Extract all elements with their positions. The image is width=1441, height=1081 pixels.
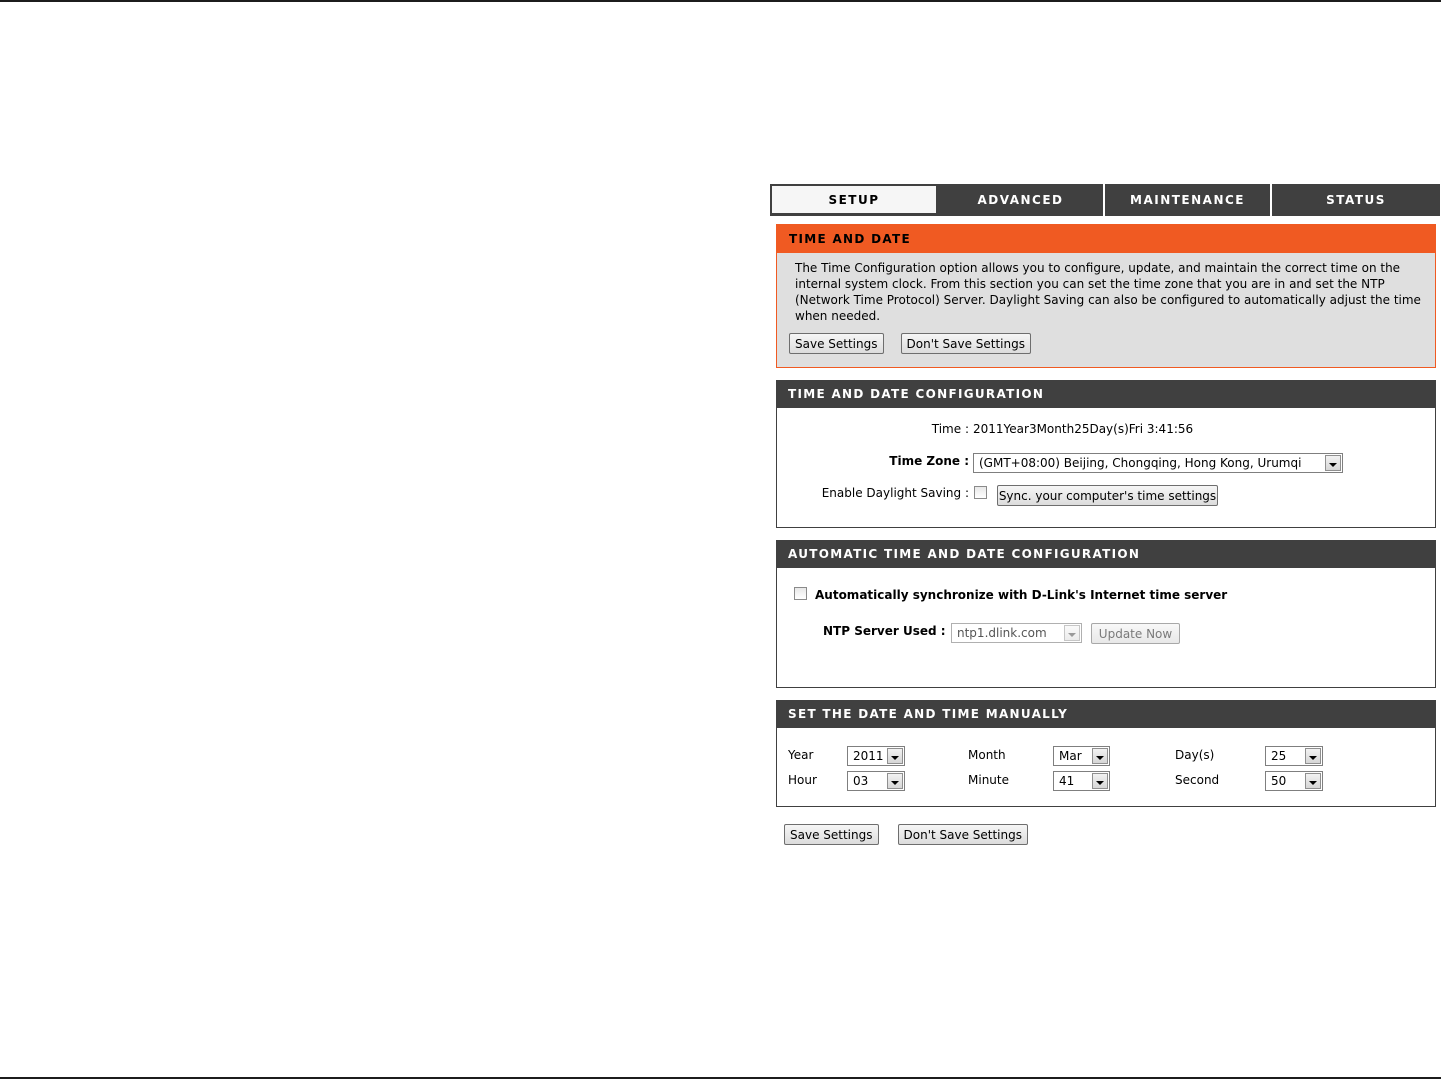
- dont-save-settings-button-bottom[interactable]: Don't Save Settings: [898, 824, 1029, 845]
- daylight-saving-label: Enable Daylight Saving :: [821, 486, 969, 500]
- chevron-down-icon: [1325, 455, 1341, 471]
- update-now-button[interactable]: Update Now: [1091, 623, 1180, 644]
- top-rule: [0, 0, 1441, 2]
- hour-value: 03: [853, 774, 869, 788]
- tab-status[interactable]: STATUS: [1272, 184, 1440, 216]
- manual-time-panel: [776, 700, 1436, 807]
- timezone-value: (GMT+08:00) Beijing, Chongqing, Hong Kong, Urumqi: [979, 456, 1302, 470]
- year-select[interactable]: [847, 746, 905, 766]
- time-label: Time :: [931, 422, 969, 436]
- auto-body: [776, 568, 1436, 688]
- chevron-down-icon: [1092, 773, 1108, 789]
- timezone-select[interactable]: [973, 453, 1343, 473]
- auto-title: AUTOMATIC TIME AND DATE CONFIGURATION: [776, 540, 1436, 568]
- intro-button-row: [789, 333, 1031, 354]
- month-label: Month: [968, 748, 1006, 762]
- tab-advanced[interactable]: ADVANCED: [938, 184, 1105, 216]
- time-and-date-intro-panel: [776, 224, 1436, 368]
- dont-save-settings-button-top[interactable]: Don't Save Settings: [901, 333, 1032, 354]
- current-time-value: 2011Year3Month25Day(s)Fri 3:41:56: [973, 422, 1194, 436]
- second-select[interactable]: [1265, 771, 1323, 791]
- time-date-config-panel: [776, 380, 1436, 528]
- tab-maintenance[interactable]: MAINTENANCE: [1105, 184, 1272, 216]
- manual-body: [776, 728, 1436, 807]
- sync-computer-time-button[interactable]: Sync. your computer's time settings: [997, 485, 1218, 506]
- intro-description: The Time Configuration option allows you to configure, update, and maintain the correct time on the internal system clock. From this section you can set the time zone that you are in and set the NTP (Network Time Protocol) Server. Daylight Saving can also be configured to automatically adjust the time when needed.: [795, 261, 1421, 323]
- hour-select[interactable]: [847, 771, 905, 791]
- day-value: 25: [1271, 749, 1287, 763]
- month-value: Mar: [1059, 749, 1082, 763]
- intro-title: TIME AND DATE: [777, 225, 1435, 253]
- bottom-rule: [0, 1077, 1441, 1079]
- month-select[interactable]: [1053, 746, 1110, 766]
- main-tabs: [770, 184, 1440, 216]
- router-settings-page: [770, 184, 1440, 856]
- second-label: Second: [1175, 773, 1220, 787]
- chevron-down-icon: [1305, 773, 1321, 789]
- chevron-down-icon: [887, 773, 903, 789]
- auto-sync-checkbox[interactable]: [794, 587, 807, 600]
- footer-button-row: [784, 824, 1028, 845]
- daylight-saving-checkbox[interactable]: [974, 486, 987, 499]
- timezone-label: Time Zone :: [889, 454, 969, 468]
- config-title: TIME AND DATE CONFIGURATION: [776, 380, 1436, 408]
- chevron-down-icon: [887, 748, 903, 764]
- minute-select[interactable]: [1053, 771, 1110, 791]
- tab-setup[interactable]: SETUP: [770, 184, 938, 216]
- chevron-down-icon: [1305, 748, 1321, 764]
- year-label: Year: [788, 748, 814, 762]
- minute-value: 41: [1059, 774, 1075, 788]
- second-value: 50: [1271, 774, 1287, 788]
- ntp-server-value: ntp1.dlink.com: [957, 626, 1047, 640]
- minute-label: Minute: [968, 773, 1009, 787]
- day-label: Day(s): [1175, 748, 1215, 762]
- ntp-server-select[interactable]: [951, 623, 1082, 643]
- save-settings-button-bottom[interactable]: Save Settings: [784, 824, 879, 845]
- automatic-time-config-panel: [776, 540, 1436, 688]
- auto-sync-label: Automatically synchronize with D-Link's Internet time server: [815, 588, 1228, 602]
- manual-title: SET THE DATE AND TIME MANUALLY: [776, 700, 1436, 728]
- ntp-server-label: NTP Server Used :: [823, 624, 946, 638]
- intro-body: [777, 253, 1435, 367]
- hour-label: Hour: [788, 773, 817, 787]
- chevron-down-icon: [1064, 625, 1080, 641]
- chevron-down-icon: [1092, 748, 1108, 764]
- year-value: 2011: [853, 749, 884, 763]
- save-settings-button-top[interactable]: Save Settings: [789, 333, 884, 354]
- day-select[interactable]: [1265, 746, 1323, 766]
- config-body: [776, 408, 1436, 528]
